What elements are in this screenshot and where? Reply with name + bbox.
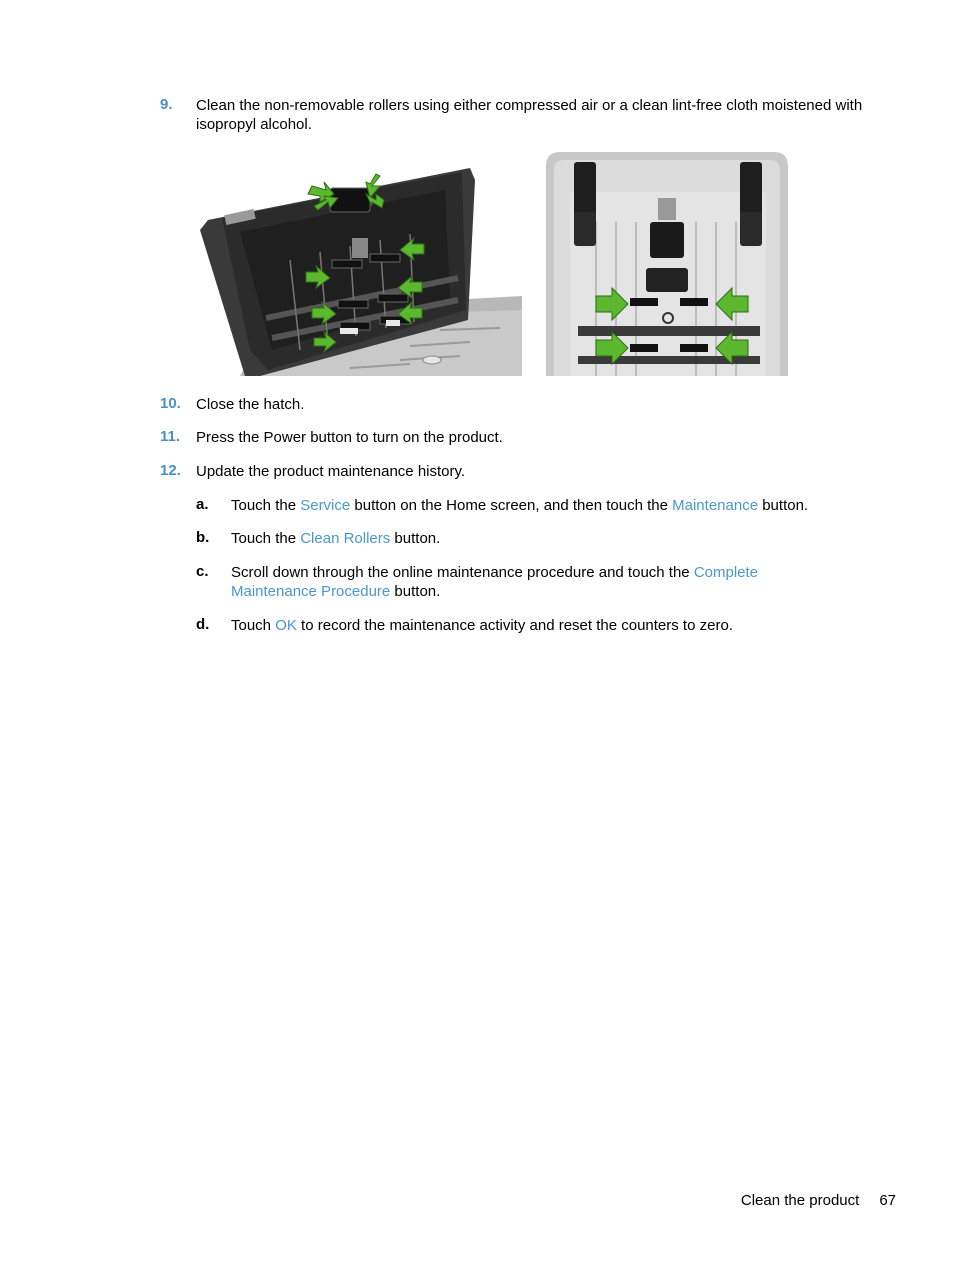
figure-scanner-lid-underside [546, 152, 788, 376]
substep-text-d [231, 616, 871, 635]
substep-letter-d: d. [196, 616, 210, 633]
substep-a-text-3: button. [758, 497, 809, 514]
substep-text-b [231, 529, 871, 548]
step-number-10: 10. [160, 395, 181, 412]
substep-text-c [231, 563, 811, 601]
substep-c-text-1: Scroll down through the online maintenance procedure and touch the [231, 564, 694, 581]
step-number-9: 9. [160, 96, 173, 113]
substep-a-text-1: Touch the [231, 497, 301, 514]
figure-scanner-open-hatch [200, 160, 522, 376]
substep-b-text-1: Touch the [231, 530, 301, 547]
step-number-11: 11. [160, 428, 181, 445]
page-number: 67 [879, 1192, 896, 1209]
substep-d-text-1: Touch [231, 617, 276, 634]
substep-text-a [231, 496, 871, 515]
step-text-9: Clean the non-removable rollers using either compressed air or a clean lint-free cloth moistened with isopropyl alcohol. [196, 97, 863, 133]
ok-button-reference: OK [275, 617, 297, 634]
footer-section-title: Clean the product [740, 1192, 860, 1209]
clean-rollers-button-reference: Clean Rollers [300, 530, 391, 547]
substep-a-text-2: button on the Home screen, and then touch the [350, 497, 673, 514]
substep-letter-a: a. [196, 496, 209, 513]
complete-maintenance-procedure-button-reference: Complete Maintenance Procedure [231, 564, 759, 600]
maintenance-button-reference: Maintenance [672, 497, 759, 514]
substep-letter-b: b. [196, 529, 210, 546]
page-footer [741, 1192, 896, 1209]
step-number-12: 12. [160, 462, 181, 479]
step-text-11: Press the Power button to turn on the product. [196, 429, 503, 446]
substep-c-text-2: button. [390, 583, 441, 600]
substep-d-text-2: to record the maintenance activity and reset the counters to zero. [296, 617, 733, 634]
substep-letter-c: c. [196, 563, 209, 580]
substep-b-text-2: button. [390, 530, 441, 547]
service-button-reference: Service [300, 497, 351, 514]
step-text-12: Update the product maintenance history. [196, 463, 466, 480]
step-text-10: Close the hatch. [196, 396, 305, 413]
